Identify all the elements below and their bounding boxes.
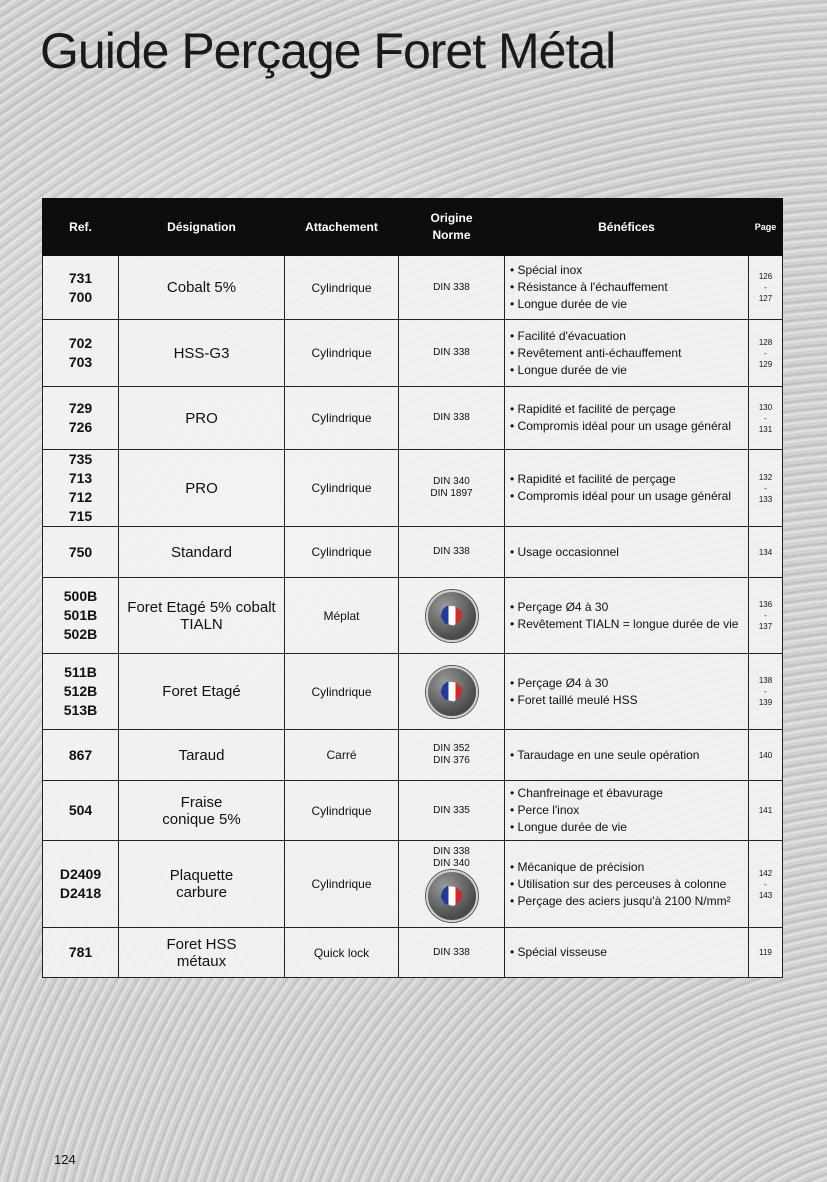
page-ref: - <box>764 611 767 620</box>
page-ref: 133 <box>758 494 773 504</box>
designation-line: Foret HSS <box>166 935 237 953</box>
page-number: 124 <box>54 1152 76 1167</box>
page-ref: 143 <box>758 890 773 900</box>
page-ref: 138 <box>758 676 773 685</box>
ref-value: 500B <box>63 588 98 604</box>
benefice-item: • Compromis idéal pour un usage général <box>510 419 731 433</box>
attachement-cell: Quick lock <box>285 928 399 978</box>
made-in-france-badge-icon <box>426 666 478 718</box>
page-cell <box>749 654 783 730</box>
ref-value: D2409 <box>59 866 102 882</box>
attachement-cell: Cylindrique <box>285 387 399 450</box>
designation-line: Taraud <box>178 746 225 764</box>
france-flag-map-icon <box>441 682 463 702</box>
designation-line: métaux <box>176 952 227 970</box>
benefice-item: • Rapidité et facilité de perçage <box>510 402 676 416</box>
designation-line: Foret Etagé <box>162 683 241 700</box>
page-cell <box>749 387 783 450</box>
ref-value: 750 <box>68 543 93 560</box>
origine-norme: DIN 338 <box>433 412 470 423</box>
ref-value: 726 <box>68 419 93 435</box>
page-ref: 136 <box>758 600 773 609</box>
page-ref: 139 <box>758 698 773 707</box>
page-cell <box>749 320 783 387</box>
benefice-item: • Perçage des aciers jusqu'à 2100 N/mm² <box>510 893 731 908</box>
benefice-item: • Mécanique de précision <box>510 859 645 874</box>
ref-value: 703 <box>68 354 93 370</box>
ref-value: 735 <box>68 451 93 467</box>
benefice-item: • Longue durée de vie <box>510 820 627 834</box>
ref-value: 700 <box>68 288 93 305</box>
ref-cell <box>43 928 119 978</box>
page-cell <box>749 928 783 978</box>
page-ref: - <box>764 283 767 292</box>
ref-value: 715 <box>68 508 93 524</box>
ref-value: 502B <box>63 626 98 642</box>
table-row <box>43 320 783 387</box>
attachement-cell: Cylindrique <box>285 320 399 387</box>
page-ref: - <box>764 348 767 358</box>
france-flag-map-icon <box>441 886 463 906</box>
ref-value: 501B <box>63 607 98 623</box>
page-ref: - <box>764 483 767 493</box>
page-ref: 134 <box>758 547 773 557</box>
attachement-cell: Cylindrique <box>285 781 399 841</box>
ref-value: 513B <box>63 702 98 718</box>
designation-line: PRO <box>185 479 218 497</box>
designation-cell <box>119 320 285 387</box>
table-row <box>43 841 783 928</box>
table-row <box>43 578 783 654</box>
designation-cell <box>119 654 285 730</box>
page-cell <box>749 578 783 654</box>
benefice-item: • Spécial visseuse <box>510 945 607 959</box>
benefices-cell <box>505 320 749 387</box>
origine-cell <box>399 928 505 978</box>
designation-cell <box>119 527 285 578</box>
ref-cell <box>43 730 119 781</box>
ref-cell <box>43 527 119 578</box>
header-attachement: Attachement <box>285 199 399 256</box>
ref-value: 713 <box>68 470 93 486</box>
ref-cell <box>43 578 119 654</box>
origine-cell <box>399 387 505 450</box>
designation-line: Plaquette <box>169 867 234 884</box>
benefice-item: • Taraudage en une seule opération <box>510 747 700 762</box>
ref-value: 867 <box>68 746 93 763</box>
benefice-item: • Résistance à l'échauffement <box>510 280 668 294</box>
origine-norme: DIN 338 <box>433 281 470 293</box>
ref-value: D2418 <box>59 885 102 901</box>
origine-norme: DIN 352 <box>433 743 470 754</box>
benefices-cell <box>505 841 749 928</box>
designation-cell <box>119 578 285 654</box>
header-origine-line1: Origine <box>430 211 473 225</box>
origine-cell <box>399 527 505 578</box>
drill-guide-table <box>42 198 783 978</box>
origine-norme: DIN 335 <box>433 804 470 816</box>
table-row <box>43 928 783 978</box>
benefice-item: • Utilisation sur des perceuses à colonne <box>510 876 727 891</box>
benefice-item: • Rapidité et facilité de perçage <box>510 472 676 486</box>
header-page: Page <box>749 199 783 256</box>
page-cell <box>749 841 783 928</box>
benefices-cell <box>505 450 749 527</box>
designation-line: HSS-G3 <box>173 344 230 362</box>
designation-line: TIALN <box>180 615 223 633</box>
benefice-item: • Foret taillé meulé HSS <box>510 692 638 707</box>
table-row <box>43 387 783 450</box>
made-in-france-badge-wrap <box>399 870 504 922</box>
made-in-france-badge-wrap <box>399 590 504 642</box>
benefice-item: • Longue durée de vie <box>510 297 627 311</box>
page-cell <box>749 256 783 320</box>
benefice-item: • Perçage Ø4 à 30 <box>510 599 609 614</box>
page-ref: 142 <box>758 868 773 878</box>
attachement-cell: Cylindrique <box>285 527 399 578</box>
ref-cell <box>43 450 119 527</box>
origine-cell <box>399 256 505 320</box>
designation-line: Fraise <box>180 793 223 811</box>
benefices-cell <box>505 578 749 654</box>
header-designation: Désignation <box>119 199 285 256</box>
benefice-item: • Revêtement TIALN = longue durée de vie <box>510 616 739 631</box>
header-ref: Ref. <box>43 199 119 256</box>
attachement-cell: Cylindrique <box>285 450 399 527</box>
benefice-item: • Facilité d'évacuation <box>510 328 626 343</box>
designation-cell <box>119 781 285 841</box>
origine-norme: DIN 376 <box>433 755 470 766</box>
benefice-item: • Perçage Ø4 à 30 <box>510 675 609 690</box>
table-body <box>43 256 783 978</box>
ref-value: 712 <box>68 489 93 505</box>
benefice-item: • Chanfreinage et ébavurage <box>510 786 663 800</box>
designation-line: Standard <box>171 543 232 561</box>
page-ref: 130 <box>758 402 773 412</box>
made-in-france-badge-icon <box>426 870 478 922</box>
benefice-item: • Revêtement anti-échauffement <box>510 345 682 360</box>
origine-norme: DIN 338 <box>433 546 470 557</box>
table-row <box>43 450 783 527</box>
designation-cell <box>119 256 285 320</box>
page-cell <box>749 781 783 841</box>
ref-value: 504 <box>68 802 93 818</box>
page-ref: - <box>764 879 767 889</box>
benefices-cell <box>505 928 749 978</box>
table-row <box>43 256 783 320</box>
table-header-row <box>43 199 783 256</box>
ref-value: 729 <box>68 400 93 416</box>
page-cell <box>749 527 783 578</box>
benefices-cell <box>505 654 749 730</box>
ref-cell <box>43 781 119 841</box>
drill-guide-table-container <box>42 198 782 978</box>
designation-cell <box>119 450 285 527</box>
origine-norme: DIN 1897 <box>430 488 473 499</box>
origine-cell <box>399 781 505 841</box>
designation-line: carbure <box>176 884 227 901</box>
ref-cell <box>43 256 119 320</box>
attachement-cell: Méplat <box>285 578 399 654</box>
ref-cell <box>43 654 119 730</box>
made-in-france-badge-wrap <box>399 666 504 718</box>
france-flag-map-icon <box>441 606 463 626</box>
benefices-cell <box>505 256 749 320</box>
origine-norme: DIN 338 <box>433 347 470 358</box>
benefice-item: • Spécial inox <box>510 263 583 277</box>
table-row <box>43 654 783 730</box>
page-ref: 119 <box>759 948 772 957</box>
table-row <box>43 730 783 781</box>
origine-cell <box>399 654 505 730</box>
page-cell <box>749 730 783 781</box>
page-ref: 132 <box>758 472 773 482</box>
benefice-item: • Longue durée de vie <box>510 362 627 377</box>
page-ref: 127 <box>758 294 773 303</box>
benefices-cell <box>505 527 749 578</box>
table-row <box>43 527 783 578</box>
benefice-item: • Compromis idéal pour un usage général <box>510 489 731 503</box>
header-benefices: Bénéfices <box>505 199 749 256</box>
designation-cell <box>119 928 285 978</box>
page-ref: 126 <box>758 272 773 281</box>
page-ref: 141 <box>758 806 773 815</box>
ref-cell <box>43 841 119 928</box>
ref-cell <box>43 320 119 387</box>
page-ref: - <box>764 687 767 696</box>
designation-line: Foret Etagé 5% cobalt <box>127 598 276 616</box>
origine-norme: DIN 340 <box>433 858 470 869</box>
page-ref: - <box>764 413 767 423</box>
ref-value: 781 <box>68 944 93 960</box>
designation-line: PRO <box>185 409 218 427</box>
origine-norme: DIN 338 <box>433 946 470 958</box>
benefice-item: • Perce l'inox <box>510 803 580 817</box>
origine-norme: DIN 338 <box>433 846 470 857</box>
header-origine-line2: Norme <box>432 228 471 242</box>
origine-cell <box>399 450 505 527</box>
origine-cell <box>399 320 505 387</box>
page-ref: 140 <box>758 750 773 760</box>
page-ref: 128 <box>758 337 773 347</box>
page-ref: 129 <box>758 359 773 369</box>
attachement-cell: Cylindrique <box>285 841 399 928</box>
attachement-cell: Cylindrique <box>285 256 399 320</box>
origine-norme: DIN 340 <box>433 476 470 487</box>
made-in-france-badge-icon <box>426 590 478 642</box>
ref-cell <box>43 387 119 450</box>
ref-value: 512B <box>63 683 98 699</box>
designation-cell <box>119 730 285 781</box>
page-ref: 131 <box>758 424 773 434</box>
page-cell <box>749 450 783 527</box>
designation-line: Cobalt 5% <box>166 279 237 296</box>
origine-cell <box>399 730 505 781</box>
page-title: Guide Perçage Foret Métal <box>40 23 616 79</box>
benefices-cell <box>505 781 749 841</box>
benefices-cell <box>505 730 749 781</box>
ref-value: 702 <box>68 335 93 351</box>
ref-value: 731 <box>68 269 93 286</box>
attachement-cell: Carré <box>285 730 399 781</box>
header-origine <box>399 199 505 256</box>
designation-line: conique 5% <box>162 810 241 828</box>
designation-cell <box>119 841 285 928</box>
table-row <box>43 781 783 841</box>
ref-value: 511B <box>64 664 97 680</box>
page-ref: 137 <box>758 622 773 631</box>
attachement-cell: Cylindrique <box>285 654 399 730</box>
benefices-cell <box>505 387 749 450</box>
benefice-item: • Usage occasionnel <box>510 544 619 559</box>
origine-cell <box>399 578 505 654</box>
origine-cell <box>399 841 505 928</box>
designation-cell <box>119 387 285 450</box>
